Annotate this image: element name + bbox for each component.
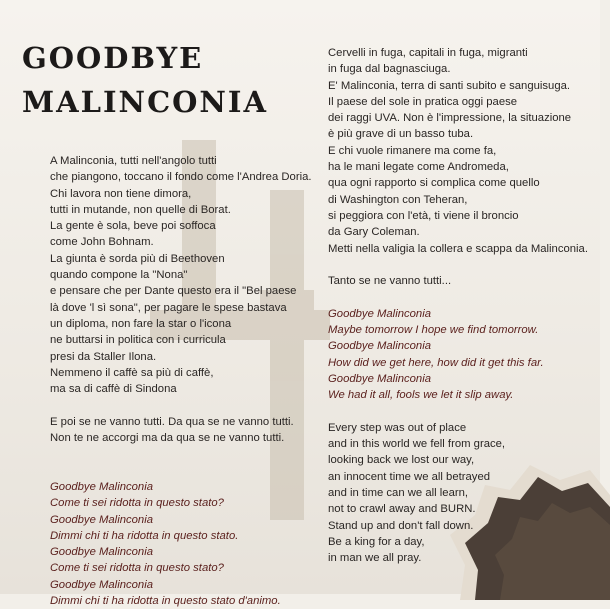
lyric-line: Maybe tomorrow I hope we find tomorrow. (328, 324, 539, 337)
lyric-line: Goodbye Malinconia (50, 546, 153, 559)
lyric-line: da Gary Coleman. (328, 226, 420, 239)
lyric-line: How did we get here, how did it get this far. (328, 356, 544, 369)
stanza-break (50, 397, 312, 413)
lyric-line: Goodbye Malinconia (328, 340, 431, 353)
stanza-break (328, 289, 588, 305)
lyric-line: Dimmi chi ti ha ridotta in questo stato d'animo. (50, 595, 281, 608)
lyric-line: presi da Staller Ilona. (50, 350, 157, 363)
lyric-line: not to crawl away and BURN. (328, 503, 476, 516)
lyric-line: Dimmi chi ti ha ridotta in questo stato. (50, 529, 239, 542)
lyric-line: là dove 'l sì sona", per pagare le spese bastava (50, 301, 287, 314)
lyric-line: tutti in mutande, non quelle di Borat. (50, 203, 231, 216)
lyric-line: si peggiora con l'età, ti viene il broncio (328, 209, 519, 222)
lyric-line: Be a king for a day, (328, 535, 425, 548)
lyric-line: dei raggi UVA. Non è l'impressione, la situazione (328, 112, 572, 125)
lyric-line: A Malinconia, tutti nell'angolo tutti (50, 155, 217, 167)
lyric-line: E poi se ne vanno tutti. Da qua se ne vanno tutti. (50, 415, 294, 428)
lyric-line: La giunta è sorda più di Beethoven (50, 252, 225, 265)
lyric-line: Come ti sei ridotta in questo stato? (50, 497, 224, 510)
title-line-2: MALINCONIA (22, 85, 268, 119)
lyric-line: Il paese del sole in pratica oggi paese (328, 95, 518, 108)
lyric-line: è più grave di un basso tuba. (328, 128, 474, 141)
lyric-line: and in time can we all learn, (328, 487, 469, 500)
lyric-line: che piangono, toccano il fondo come l'Andrea Doria. (50, 171, 312, 184)
lyric-line: Chi lavora non tiene dimora, (50, 187, 192, 200)
lyric-line: ne buttarsi in politica con i curricula (50, 334, 226, 347)
song-title (22, 36, 268, 124)
lyric-line: Goodbye Malinconia (328, 307, 431, 320)
lyric-line: Stand up and don't fall down. (328, 519, 474, 532)
lyric-line: Nemmeno il caffè sa più di caffè, (50, 366, 214, 379)
lyric-line: ha le mani legate come Andromeda, (328, 161, 509, 174)
stanza-break (328, 257, 588, 273)
lyric-line: quando compone la "Nona" (50, 269, 188, 282)
lyric-line: an innocent time we all betrayed (328, 470, 491, 483)
lyric-line: looking back we lost our way, (328, 454, 475, 467)
lyric-line: and in this world we fell from grace, (328, 438, 506, 451)
lyric-line: Tanto se ne vanno tutti... (328, 275, 452, 288)
lyrics-left-column (50, 153, 312, 609)
lyric-line: E chi vuole rimanere ma come fa, (328, 144, 497, 157)
lyric-line: Cervelli in fuga, capitali in fuga, migranti (328, 47, 528, 59)
lyric-line: Goodbye Malinconia (50, 513, 153, 526)
lyric-line: Non te ne accorgi ma da qua se ne vanno tutti. (50, 432, 285, 445)
lyric-line: La gente è sola, beve poi soffoca (50, 220, 216, 233)
stanza-break (50, 463, 312, 479)
lyric-line: E' Malinconia, terra di santi subito e sanguisuga. (328, 79, 571, 92)
lyrics-right-column (328, 45, 588, 567)
lyric-line: qua ogni rapporto si complica come quello (328, 177, 540, 190)
lyric-line: di Washington con Teheran, (328, 193, 468, 206)
stanza-break (50, 446, 312, 462)
lyric-line: Goodbye Malinconia (328, 372, 431, 385)
lyric-line: Goodbye Malinconia (50, 480, 153, 493)
lyric-line: We had it all, fools we let it slip away. (328, 389, 514, 402)
lyric-line: un diploma, non fare la star o l'icona (50, 317, 232, 330)
lyric-line: come John Bohnam. (50, 236, 154, 249)
lyric-line: ma sa di caffè di Sindona (50, 383, 177, 396)
title-line-1: GOODBYE (22, 41, 204, 75)
lyric-line: Come ti sei ridotta in questo stato? (50, 562, 224, 575)
lyric-line: Metti nella valigia la collera e scappa da Malinconia. (328, 242, 588, 255)
stanza-break (328, 404, 588, 420)
lyric-line: in man we all pray. (328, 552, 422, 565)
lyric-line: Goodbye Malinconia (50, 578, 153, 591)
lyric-line: in fuga dal bagnasciuga. (328, 63, 451, 76)
lyric-line: Every step was out of place (328, 421, 467, 434)
lyric-line: e pensare che per Dante questo era il "Bel paese (50, 285, 297, 298)
